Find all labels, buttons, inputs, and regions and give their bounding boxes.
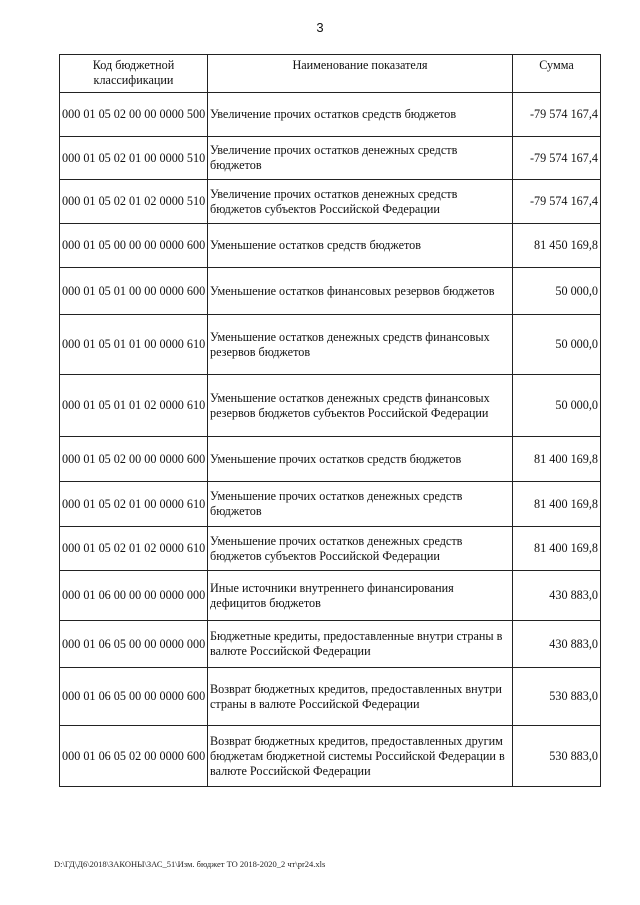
table-row [60, 180, 601, 224]
row-name: Уменьшение прочих остатков денежных средств бюджетов субъектов Российской Федерации [208, 527, 513, 571]
row-code: 000 01 06 05 02 00 0000 600 [60, 726, 208, 787]
header-name: Наименование показателя [208, 55, 513, 93]
row-code: 000 01 05 02 00 00 0000 500 [60, 93, 208, 137]
row-name: Увеличение прочих остатков средств бюджетов [208, 93, 513, 137]
row-name: Увеличение прочих остатков денежных средств бюджетов субъектов Российской Федерации [208, 180, 513, 224]
row-name: Иные источники внутреннего финансирования дефицитов бюджетов [208, 571, 513, 621]
table-row [60, 437, 601, 482]
row-sum: 530 883,0 [513, 668, 601, 726]
row-sum: 81 450 169,8 [513, 224, 601, 268]
row-code: 000 01 06 00 00 00 0000 000 [60, 571, 208, 621]
row-code: 000 01 05 01 01 02 0000 610 [60, 375, 208, 437]
page-number: 3 [316, 20, 324, 35]
table-row [60, 527, 601, 571]
table-row [60, 482, 601, 527]
row-code: 000 01 05 00 00 00 0000 600 [60, 224, 208, 268]
row-code: 000 01 05 02 01 00 0000 510 [60, 137, 208, 180]
table-row [60, 668, 601, 726]
row-code: 000 01 05 02 01 02 0000 510 [60, 180, 208, 224]
header-sum: Сумма [513, 55, 601, 93]
row-code: 000 01 05 02 01 00 0000 610 [60, 482, 208, 527]
row-sum: 81 400 169,8 [513, 437, 601, 482]
row-code: 000 01 05 02 01 02 0000 610 [60, 527, 208, 571]
table-row [60, 93, 601, 137]
table-row [60, 315, 601, 375]
row-sum: 50 000,0 [513, 315, 601, 375]
row-sum: 430 883,0 [513, 621, 601, 668]
row-sum: -79 574 167,4 [513, 137, 601, 180]
row-name: Уменьшение остатков финансовых резервов бюджетов [208, 268, 513, 315]
table-row [60, 571, 601, 621]
table-row [60, 375, 601, 437]
row-sum: 530 883,0 [513, 726, 601, 787]
row-sum: 81 400 169,8 [513, 527, 601, 571]
row-sum: 50 000,0 [513, 268, 601, 315]
row-name: Уменьшение прочих остатков денежных средств бюджетов [208, 482, 513, 527]
budget-sources-table [59, 54, 601, 787]
row-name: Уменьшение прочих остатков средств бюджетов [208, 437, 513, 482]
row-name: Уменьшение остатков средств бюджетов [208, 224, 513, 268]
row-code: 000 01 05 01 00 00 0000 600 [60, 268, 208, 315]
table-row [60, 224, 601, 268]
table-row [60, 621, 601, 668]
row-name: Бюджетные кредиты, предоставленные внутри страны в валюте Российской Федерации [208, 621, 513, 668]
header-code: Код бюджетной классификации [60, 55, 208, 93]
file-path-footer: D:\ГД\Д6\2018\ЗАКОНЫ\ЗАС_51\Изм. бюджет ТО 2018-2020_2 чт\pr24.xls [54, 859, 326, 869]
row-code: 000 01 05 01 01 00 0000 610 [60, 315, 208, 375]
table-row [60, 268, 601, 315]
row-code: 000 01 06 05 00 00 0000 000 [60, 621, 208, 668]
row-name: Возврат бюджетных кредитов, предоставленных внутри страны в валюте Российской Федерации [208, 668, 513, 726]
row-sum: 50 000,0 [513, 375, 601, 437]
row-name: Уменьшение остатков денежных средств финансовых резервов бюджетов субъектов Российской Федерации [208, 375, 513, 437]
row-sum: 430 883,0 [513, 571, 601, 621]
row-code: 000 01 06 05 00 00 0000 600 [60, 668, 208, 726]
table-header-row [60, 55, 601, 93]
row-code: 000 01 05 02 00 00 0000 600 [60, 437, 208, 482]
row-name: Уменьшение остатков денежных средств финансовых резервов бюджетов [208, 315, 513, 375]
table-row [60, 137, 601, 180]
row-sum: -79 574 167,4 [513, 93, 601, 137]
row-sum: -79 574 167,4 [513, 180, 601, 224]
row-name: Увеличение прочих остатков денежных средств бюджетов [208, 137, 513, 180]
table-row [60, 726, 601, 787]
row-name: Возврат бюджетных кредитов, предоставленных другим бюджетам бюджетной системы Российской Федерации в валюте Российской Федерации [208, 726, 513, 787]
row-sum: 81 400 169,8 [513, 482, 601, 527]
